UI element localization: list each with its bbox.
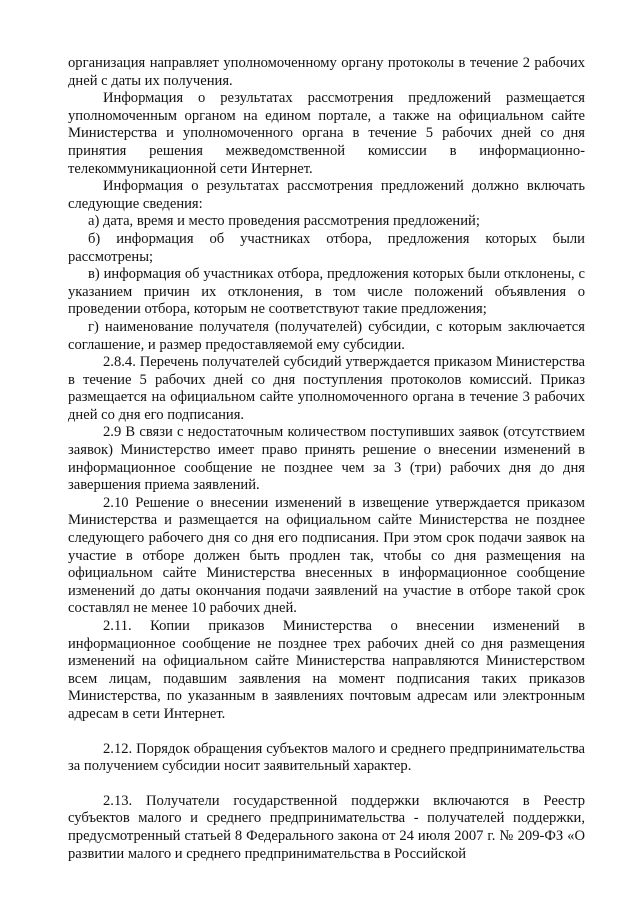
list-item-b: б) информация об участниках отбора, предложения которых были рассмотрены;	[68, 230, 585, 265]
paragraph-publication-of-results: Информация о результатах рассмотрения предложений размещается уполномоченным органом на едином портале, а также на официальном сайте Министерства и уполномоченного органа в течение 5 рабочих дней со дня принятия решения межведомственной комиссии в информационно-телекоммуникационной сети Интернет.	[68, 90, 585, 177]
paragraph-2-9: 2.9 В связи с недостаточным количеством поступивших заявок (отсутствием заявок) Министерство имеет право принять решение о внесении изменений в информационное сообщение не позднее чем за 3 (три) рабочих дня до дня завершения приема заявлений.	[68, 424, 585, 494]
paragraph-2-10: 2.10 Решение о внесении изменений в извещение утверждается приказом Министерства и размещается на официальном сайте Министерства не позднее следующего рабочего дня со дня его подписания. При этом срок подачи заявок на участие в отборе должен быть продлен так, чтобы со дня размещения на официальном сайте Министерства внесенных в информационное сообщение изменений до даты окончания подачи заявлений на участие в отборе такой срок составлял не менее 10 рабочих дней.	[68, 494, 585, 617]
paragraph-2-8-4: 2.8.4. Перечень получателей субсидий утверждается приказом Министерства в течение 5 рабочих дней со дня поступления протоколов комиссий. Приказ размещается на официальном сайте уполномоченного органа в течение 3 рабочих дней со дня его подписания.	[68, 354, 585, 423]
document-body	[68, 55, 585, 863]
paragraph-results-contents: Информация о результатах рассмотрения предложений должно включать следующие сведения:	[68, 178, 585, 212]
paragraph-2-13: 2.13. Получатели государственной поддержки включаются в Реестр субъектов малого и среднего предпринимательства - получателей поддержки, предусмотренный статьей 8 Федерального закона от 24 июля 2007 г. № 209-ФЗ «О развитии малого и среднего предпринимательства в Российской	[68, 792, 585, 862]
paragraph-2-11: 2.11. Копии приказов Министерства о внесении изменений в информационное сообщение не позднее трех рабочих дней со дня размещения изменений на официальном сайте Министерства направляются Министерством всем лицам, подавшим заявления на момент подписания таких приказов Министерства, по указанным в заявлениях почтовым адресам или электронным адресам в сети Интернет.	[68, 618, 585, 722]
paragraph-protocols-continuation: организация направляет уполномоченному органу протоколы в течение 2 рабочих дней с даты их получения.	[68, 55, 585, 89]
paragraph-2-12: 2.12. Порядок обращения субъектов малого и среднего предпринимательства за получением субсидии носит заявительный характер.	[68, 740, 585, 775]
list-item-a: а) дата, время и место проведения рассмотрения предложений;	[88, 213, 480, 230]
list-item-v: в) информация об участниках отбора, предложения которых были отклонены, с указанием причин их отклонения, в том числе положений объявления о проведении отбора, которым не соответствуют такие предложения;	[68, 266, 585, 318]
list-item-g: г) наименование получателя (получателей) субсидии, с которым заключается соглашение, и размер предоставляемой ему субсидии.	[68, 318, 585, 353]
